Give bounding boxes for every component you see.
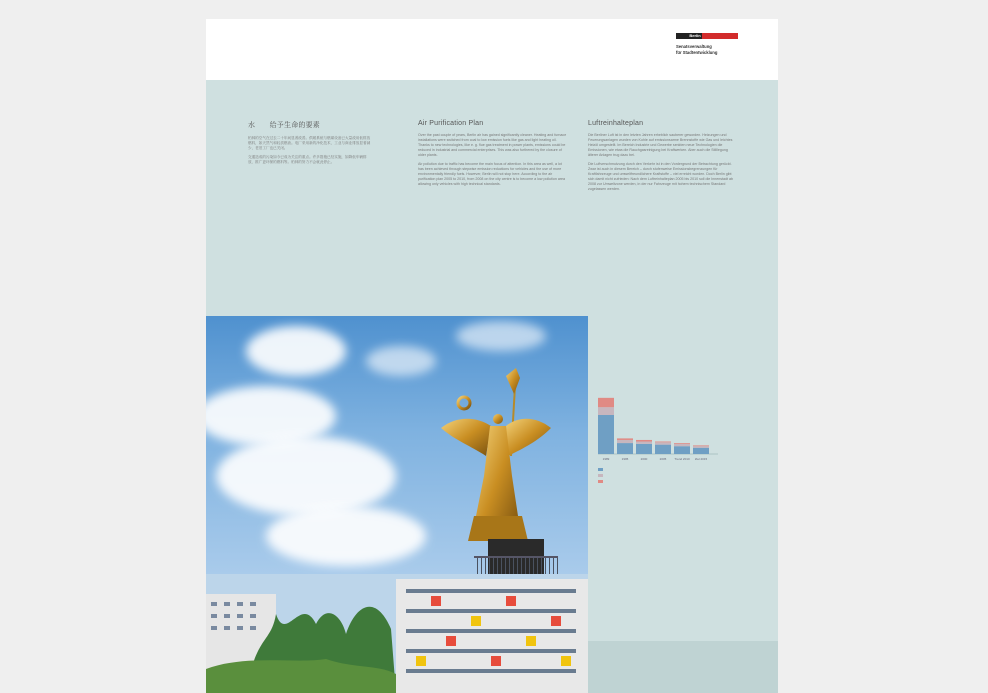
chinese-column (248, 120, 372, 169)
german-paragraph: Die Luftverschmutzung durch den Verkehr ist in den Vordergrund der Betrachtung gerückt. Zwar ist auch in diesem Bereich – durch stufenweise Emissionsbegrenzungen für Kraftfahrzeuge und umweltfreundlichere Kraftstoffe – viel erreicht worden. Doch Berlin gibt sich damit nicht zufrieden: Nach dem Luftreinhalteplan 2005 bis 2010 soll die Innenstadt ab 2008 zur Umweltzone werden, in der nur Fahrzeuge mit hohem technischem Standard zugelassen werden. (588, 162, 734, 191)
chart-bar (617, 440, 633, 443)
chart-tick-label: 1995 (621, 457, 629, 461)
chart-bar (693, 445, 709, 446)
logo-city-word: Berlin (689, 33, 701, 38)
bear-icon (676, 33, 688, 39)
chart-panel (588, 316, 778, 574)
caption-strip (588, 641, 778, 693)
chart-bar (674, 446, 690, 454)
chart-bar (655, 442, 671, 443)
chart-bar (655, 445, 671, 454)
brochure-page (206, 19, 778, 693)
german-title: Luftreinhalteplan (588, 120, 644, 127)
chart-bar (636, 442, 652, 444)
german-column (588, 120, 738, 196)
apartment-buildings-icon (206, 574, 588, 693)
english-paragraph: Over the past couple of years, Berlin air has gained significantly cleaner. Heating and furnace installations were switched from coal to low emission fuels like gas and light heating oil. Thanks to new technologies, like e. g. flue gas treatment in power plants, emissions could be reduced in industrial and commercial enterprises. This was also furthered by the closure of older plants. (418, 133, 567, 157)
logo-red-stripe (702, 33, 738, 39)
emissions-bar-chart (588, 376, 778, 526)
bottom-caption-panel (588, 574, 778, 693)
chart-bar (598, 415, 614, 454)
chinese-title: 水 给予生命的要素 (248, 122, 320, 129)
english-paragraph: Air pollution due to traffic has become the main focus of attention. In this area as well, a lot has been achieved through stepwise emission reductions for vehicles and the use of more environmentally friendly fuels. However, Berlin will not stop here. According to the air purification plan 2005 to 2010, from 2008 on the city centre is to become a low pollution area allowing only vehicles with high technical standards. (418, 162, 566, 186)
golden-statue-icon (206, 316, 588, 574)
chart-bar (674, 443, 690, 444)
berlin-senate-logo (676, 33, 746, 61)
chart-bar (617, 443, 633, 454)
logo-bar (676, 33, 738, 39)
english-column (418, 120, 568, 191)
chart-tick-label: 2005 (659, 457, 667, 461)
chart-bar (693, 448, 709, 454)
chinese-paragraph: 交通造成的污染如今已成为关注的重点。许多措施已经实施，如降低车辆排放、推广更环保的燃料等。柏林的努力不会就此停止。 (248, 155, 367, 164)
chart-tick-label: 1989 (602, 457, 610, 461)
housing-photo (206, 574, 588, 693)
chart-legend-swatch (598, 468, 603, 471)
chart-bar (636, 440, 652, 442)
text-band (206, 80, 778, 316)
chart-tick-label: Trend 2010 (674, 457, 690, 461)
chart-legend-swatch (598, 480, 603, 483)
chart-tick-label: 2000 (640, 457, 648, 461)
german-paragraph: Die Berliner Luft ist in den letzten Jahren erheblich sauberer geworden. Heizungen und Feuerungsanlagen wurden von Kohle auf emissionsarme Brennstoffe wie Gas und leichtes Heizöl umgestellt. Im Bereich Industrie und Gewerbe senkten neue Technologien die Emissionen, wie etwa die Rauchgasreinigung bei Kraftwerken. Aber auch die Stilllegung älterer Anlagen trug dazu bei. (588, 133, 733, 157)
header (206, 19, 778, 80)
chart-legend-swatch (598, 474, 603, 477)
chart-bar (693, 446, 709, 448)
chart-bar (674, 444, 690, 446)
logo-line-2: für Stadtentwicklung (676, 50, 718, 55)
chinese-paragraph: 柏林的空气在过去二十年间显著改善。供暖系统与燃煤设备已大量改用低排放燃料，如天然气和轻质燃油。电厂采用新的净化技术，工业与商业排放显著减少，老旧工厂也已关闭。 (248, 136, 371, 150)
english-title: Air Purification Plan (418, 120, 484, 127)
chart-bar (636, 444, 652, 454)
chart-bar (598, 407, 614, 415)
logo-line-1: Senatsverwaltung (676, 44, 712, 49)
chart-bar (598, 398, 614, 407)
chart-bar (655, 442, 671, 444)
victory-column-photo (206, 316, 588, 574)
chart-tick-label: Ziel 2015 (694, 457, 708, 461)
chart-bar (617, 438, 633, 440)
railing (474, 556, 558, 574)
